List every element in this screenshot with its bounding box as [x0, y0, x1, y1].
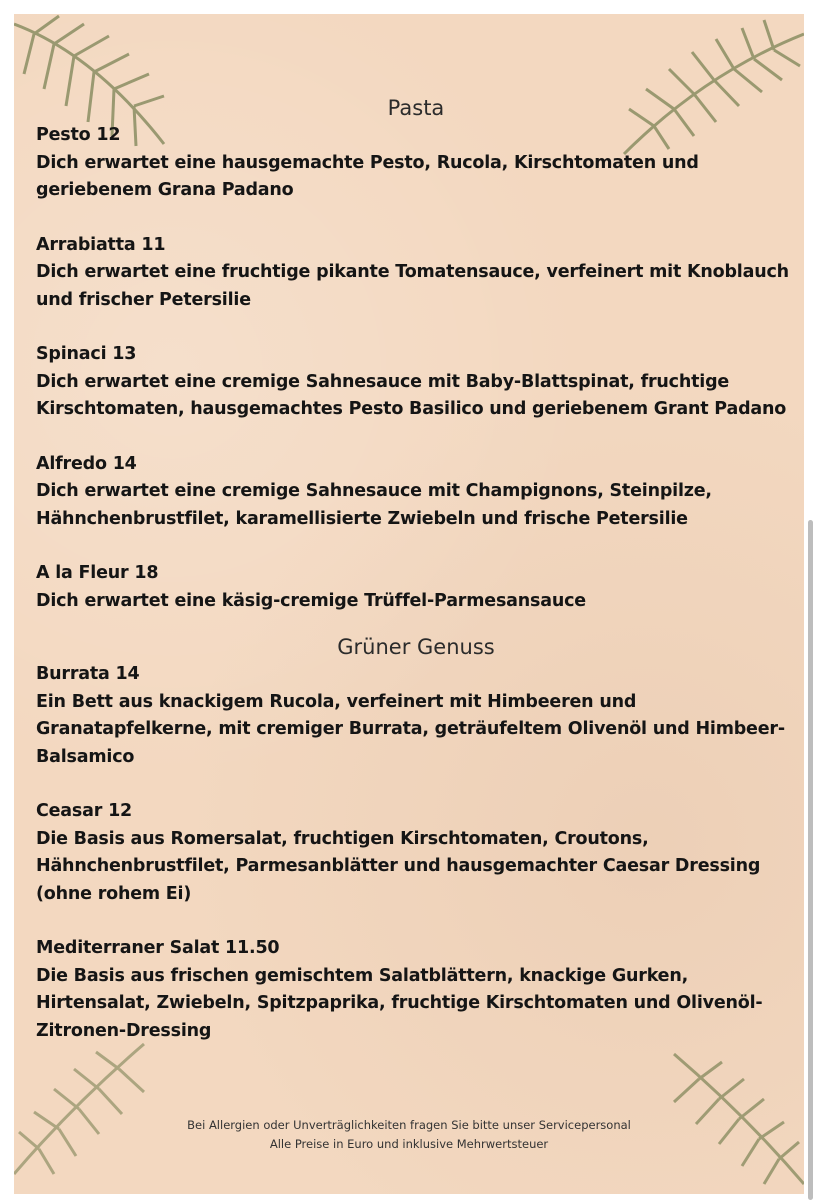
item-title: Arrabiatta 11: [36, 234, 166, 255]
item-description: Ein Bett aus knackigem Rucola, verfeinert mit Himbeeren und Granatapfelkerne, mit cremiger Burrata, geträufeltem Olivenöl und Himbeer-Balsamico: [36, 691, 785, 767]
menu-item: [36, 122, 796, 205]
footer: [14, 1116, 804, 1154]
item-title: Ceasar 12: [36, 801, 133, 821]
menu-item: [36, 341, 796, 424]
item-description: Die Basis aus Romersalat, fruchtigen Kirschtomaten, Croutons, Hähnchenbrustfilet, Parmesanblätter und hausgemachter Caesar Dressing (ohne rohem Ei): [36, 828, 761, 904]
scrollbar[interactable]: [808, 520, 813, 1200]
item-title: Mediterraner Salat 11.50: [36, 938, 280, 958]
menu-item: [36, 935, 796, 1045]
item-description: Dich erwartet eine fruchtige pikante Tomatensauce, verfeinert mit Knoblauch und frischer Petersilie: [36, 262, 789, 310]
footer-price-note: Alle Preise in Euro und inklusive Mehrwertsteuer: [269, 1137, 549, 1151]
menu-page: [14, 14, 804, 1194]
item-title: Alfredo 14: [36, 453, 137, 474]
section-gruener-genuss: [36, 633, 796, 1045]
palm-leaf-icon: [14, 1024, 164, 1194]
item-description: Dich erwartet eine cremige Sahnesauce mit Champignons, Steinpilze, Hähnchenbrustfilet, karamellisierte Zwiebeln und frische Petersilie: [36, 481, 712, 529]
item-title: Burrata 14: [36, 664, 140, 684]
item-description: Dich erwartet eine cremige Sahnesauce mit Baby-Blattspinat, fruchtige Kirschtomaten, hausgemachtes Pesto Basilico und geriebenem Grant Padano: [36, 371, 787, 419]
section-title: Grüner Genuss: [337, 635, 495, 659]
footer-allergy-note: Bei Allergien oder Unverträglichkeiten fragen Sie bitte unser Servicepersonal: [187, 1118, 631, 1132]
item-description: Dich erwartet eine hausgemachte Pesto, Rucola, Kirschtomaten und geriebenem Grana Padano: [36, 152, 699, 200]
menu-item: [36, 661, 796, 771]
item-description: Dich erwartet eine käsig-cremige Trüffel-Parmesansauce: [36, 590, 586, 611]
menu-item: [36, 232, 796, 315]
menu-content: [36, 94, 796, 1045]
item-title: Pesto 12: [36, 125, 121, 145]
section-pasta: [36, 94, 796, 615]
menu-item: [36, 451, 796, 534]
palm-leaf-icon: [664, 1034, 804, 1194]
item-title: A la Fleur 18: [36, 563, 159, 583]
section-title: Pasta: [387, 96, 445, 120]
item-description: Die Basis aus frischen gemischtem Salatblättern, knackige Gurken, Hirtensalat, Zwiebeln, Spitzpaprika, fruchtige Kirschtomaten und Olivenöl-Zitronen-Dressing: [36, 965, 763, 1041]
menu-item: [36, 560, 796, 615]
item-title: Spinaci 13: [36, 344, 137, 364]
menu-item: [36, 798, 796, 908]
